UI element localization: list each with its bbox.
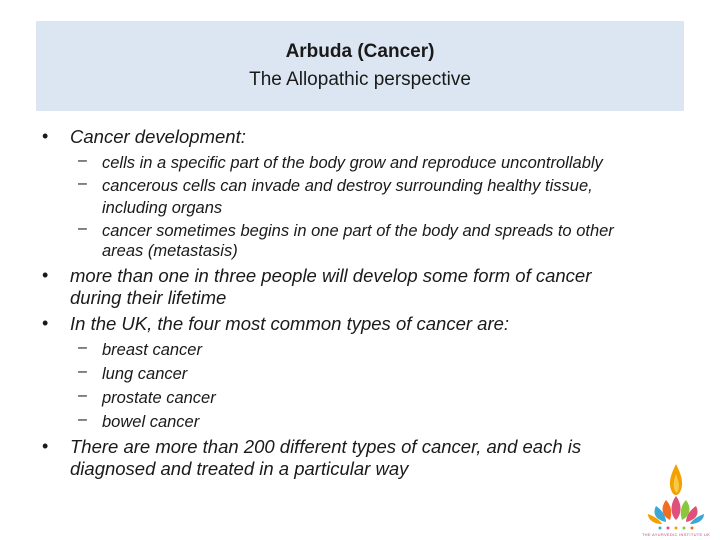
bullet-one-in-three-cont: during their lifetime <box>70 287 227 308</box>
logo-caption: THE AYURVEDIC INSTITUTE UK <box>641 532 711 537</box>
bullet-marker: • <box>42 436 49 456</box>
slide-subtitle: The Allopathic perspective <box>249 69 471 90</box>
bullet-marker: • <box>42 265 49 285</box>
logo-graphic <box>640 462 712 532</box>
dash-marker: – <box>78 363 87 380</box>
dash-marker: – <box>78 387 87 404</box>
bullet-cancer-development: Cancer development: <box>70 126 246 147</box>
bullet-uk-common-types: In the UK, the four most common types of cancer are: <box>70 313 510 334</box>
dash-marker: – <box>78 175 87 192</box>
slide-title: Arbuda (Cancer) <box>285 41 435 62</box>
bullet-200-types: There are more than 200 different types of cancer, and each is <box>70 436 582 457</box>
sub-bullet-invade: cancerous cells can invade and destroy surrounding healthy tissue, <box>102 177 593 195</box>
dash-marker: – <box>78 339 87 356</box>
bullet-200-types-cont: diagnosed and treated in a particular way <box>70 458 409 479</box>
lotus-flame-icon <box>640 462 712 540</box>
sub-bullet-lung: lung cancer <box>102 365 188 383</box>
bullet-one-in-three: more than one in three people will develop some form of cancer <box>70 265 592 286</box>
sub-bullet-spread-cont: areas (metastasis) <box>102 242 238 260</box>
sub-bullet-spread: cancer sometimes begins in one part of the body and spreads to other <box>102 222 614 240</box>
sub-bullet-invade-cont: including organs <box>102 199 223 217</box>
bullet-marker: • <box>42 313 49 333</box>
sub-bullet-growth: cells in a specific part of the body grow and reproduce uncontrollably <box>102 154 603 172</box>
dash-marker: – <box>78 152 87 169</box>
sub-bullet-bowel: bowel cancer <box>102 413 200 431</box>
sub-bullet-prostate: prostate cancer <box>102 389 216 407</box>
bullet-marker: • <box>42 126 49 146</box>
dash-marker: – <box>78 411 87 428</box>
sub-bullet-breast: breast cancer <box>102 341 202 359</box>
dash-marker: – <box>78 220 87 237</box>
